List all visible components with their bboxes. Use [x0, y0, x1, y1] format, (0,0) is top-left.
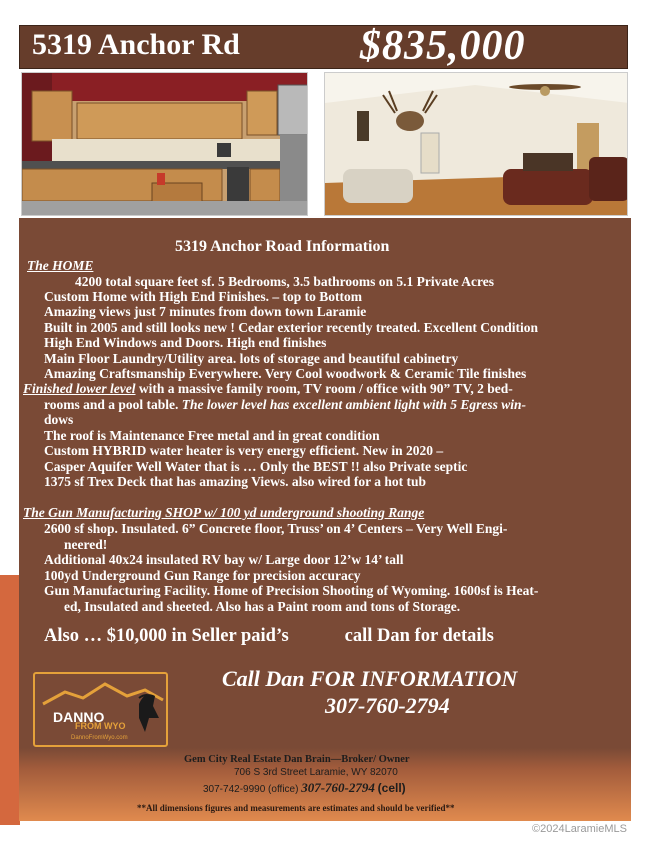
broker-address: 706 S 3rd Street Laramie, WY 82070 [234, 767, 398, 778]
seller-offer [44, 626, 494, 647]
home-line: Built in 2005 and still looks new ! Cedar exterior recently treated. Excellent Condition [44, 320, 538, 335]
logo-sub: FROM WYO [75, 721, 126, 731]
kitchen-photo [21, 72, 308, 216]
lower-level-light-text: The lower level has excellent ambient light with 5 Egress win- [181, 397, 527, 412]
broker-name: Gem City Real Estate Dan Brain—Broker/ Owner [184, 754, 410, 765]
home-line: Amazing Craftsmanship Everywhere. Very Cool woodwork & Ceramic Tile finishes [44, 366, 527, 381]
call-info: Call Dan FOR INFORMATION [222, 666, 518, 691]
home-line: Amazing views just 7 minutes from down town Laramie [44, 304, 367, 319]
gun-line: 2600 sf shop. Insulated. 6” Concrete floor, Truss’ on 4’ Centers – Very Well Engi- [44, 521, 508, 536]
lower-level-line-3: dows [44, 412, 74, 427]
logo-url: DannoFromWyo.com [71, 735, 128, 741]
lower-level-text: with a massive family room, TV room / office with 90” TV, 2 bed- [135, 381, 513, 396]
feature-line: Casper Aquifer Well Water that is … Only the BEST !! also Private septic [44, 459, 468, 474]
gun-line: Gun Manufacturing Facility. Home of Precision Shooting of Wyoming. 1600sf is Heat- [44, 583, 539, 598]
lower-level-text: rooms and a pool table. [44, 397, 182, 412]
feature-line: The roof is Maintenance Free metal and in great condition [44, 428, 380, 443]
lower-level-line-2 [44, 397, 526, 413]
danno-logo [33, 672, 168, 747]
office-phone: 307-742-9990 (office) [203, 784, 299, 795]
living-room-photo [324, 72, 628, 216]
lower-level-heading: Finished lower level [23, 381, 136, 396]
broker-phones [203, 780, 406, 796]
property-price: $835,000 [360, 23, 526, 69]
mls-watermark: ©2024LaramieMLS [532, 823, 627, 835]
property-address: 5319 Anchor Rd [32, 28, 240, 61]
info-title: 5319 Anchor Road Information [175, 238, 390, 255]
seller-offer-text: Also … $10,000 in Seller paid’s [44, 626, 289, 646]
header-bar [19, 25, 628, 69]
feature-line: Custom HYBRID water heater is very energy efficient. New in 2020 – [44, 443, 444, 458]
gun-line: 100yd Underground Gun Range for precision accuracy [44, 568, 361, 583]
gun-line: Additional 40x24 insulated RV bay w/ Large door 12’w 14’ tall [44, 552, 404, 567]
feature-line: 1375 sf Trex Deck that has amazing Views. also wired for a hot tub [44, 474, 427, 489]
disclaimer: **All dimensions figures and measurements are estimates and should be verified** [137, 803, 455, 813]
call-dan-details: call Dan for details [344, 626, 494, 646]
call-phone: 307-760-2794 [325, 693, 450, 718]
cell-phone: 307-760-2794 [301, 780, 375, 795]
logo-name: DANNO [53, 709, 105, 725]
home-line: Custom Home with High End Finishes. – top to Bottom [44, 289, 363, 304]
home-line: 4200 total square feet sf. 5 Bedrooms, 3.5 bathrooms on 5.1 Private Acres [75, 274, 494, 289]
gun-line: neered! [64, 537, 108, 552]
left-accent-bar [0, 575, 20, 825]
gun-line: ed, Insulated and sheeted. Also has a Paint room and tons of Storage. [64, 599, 461, 614]
home-line: Main Floor Laundry/Utility area. lots of storage and beautiful cabinetry [44, 351, 459, 366]
cell-tag: (cell) [377, 781, 406, 795]
gun-section-heading: The Gun Manufacturing SHOP w/ 100 yd underground shooting Range [23, 505, 425, 520]
home-line: High End Windows and Doors. High end finishes [44, 335, 327, 350]
lower-level-line-1 [23, 381, 513, 397]
home-section-heading: The HOME [27, 258, 94, 273]
